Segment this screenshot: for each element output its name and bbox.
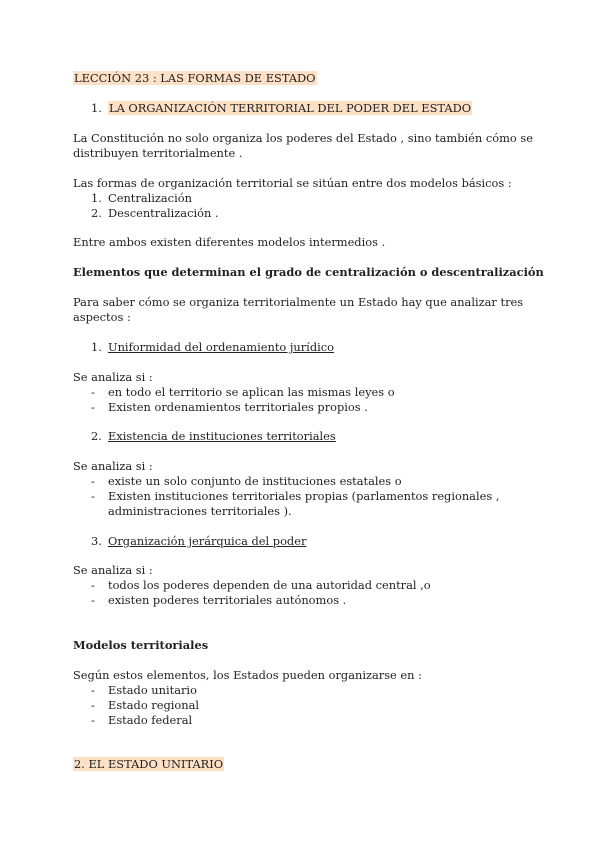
territorial-model-2: Estado regional	[108, 698, 200, 712]
models-intro: Las formas de organización territorial se sitúan entre dos modelos básicos :	[73, 176, 512, 190]
model-2-text: Descentralización .	[108, 206, 219, 220]
bullet-dash: -	[91, 698, 95, 712]
aspect-2-bullet-1: existe un solo conjunto de instituciones estatales o	[108, 474, 402, 488]
model-2-number: 2.	[91, 206, 102, 220]
territorial-model-3: Estado federal	[108, 713, 193, 727]
lesson-heading	[73, 71, 317, 86]
aspect-1-bullet-2: Existen ordenamientos territoriales propios .	[108, 400, 368, 414]
section2-heading	[73, 757, 224, 772]
territorial-heading: Modelos territoriales	[73, 638, 209, 652]
section2-heading-text: 2. EL ESTADO UNITARIO	[74, 757, 224, 771]
bullet-dash: -	[91, 683, 95, 697]
intro-line-1: La Constitución no solo organiza los poderes del Estado , sino también cómo se	[73, 131, 533, 145]
aspect-3-analysis-label: Se analiza si :	[73, 563, 153, 577]
model-1-number: 1.	[91, 191, 102, 205]
elements-intro-line-1: Para saber cómo se organiza territorialmente un Estado hay que analizar tres	[73, 295, 524, 309]
bullet-dash: -	[91, 489, 95, 503]
bullet-dash: -	[91, 474, 95, 488]
aspect-1-bullet-1: en todo el territorio se aplican las mismas leyes o	[108, 385, 395, 399]
territorial-intro: Según estos elementos, los Estados pueden organizarse en :	[73, 668, 422, 682]
elements-heading: Elementos que determinan el grado de centralización o descentralización	[73, 265, 544, 279]
aspect-2-title: Existencia de instituciones territoriales	[108, 429, 336, 443]
bullet-dash: -	[91, 593, 95, 607]
section1-number: 1.	[91, 101, 102, 115]
bullet-dash: -	[91, 385, 95, 399]
aspect-1-analysis-label: Se analiza si :	[73, 370, 153, 384]
aspect-3-number: 3.	[91, 534, 102, 548]
aspect-2-analysis-label: Se analiza si :	[73, 459, 153, 473]
elements-intro-line-2: aspectos :	[73, 310, 131, 324]
bullet-dash: -	[91, 578, 95, 592]
aspect-2-number: 2.	[91, 429, 102, 443]
aspect-3-bullet-2: existen poderes territoriales autónomos .	[108, 593, 347, 607]
section1-title	[108, 101, 472, 116]
aspect-1-title: Uniformidad del ordenamiento jurídico	[108, 340, 334, 354]
aspect-1-number: 1.	[91, 340, 102, 354]
model-1-text: Centralización	[108, 191, 192, 205]
aspect-2-bullet-2-line-1: Existen instituciones territoriales propias (parlamentos regionales ,	[108, 489, 500, 503]
aspect-3-bullet-1: todos los poderes dependen de una autoridad central ,o	[108, 578, 431, 592]
aspect-2-bullet-2-line-2: administraciones territoriales ).	[108, 504, 292, 518]
territorial-model-1: Estado unitario	[108, 683, 197, 697]
intermediate-text: Entre ambos existen diferentes modelos intermedios .	[73, 235, 386, 249]
bullet-dash: -	[91, 400, 95, 414]
lesson-heading-text: LECCIÓN 23 : LAS FORMAS DE ESTADO	[74, 71, 316, 85]
aspect-3-title: Organización jerárquica del poder	[108, 534, 307, 548]
section1-title-text: LA ORGANIZACIÓN TERRITORIAL DEL PODER DEL ESTADO	[109, 101, 472, 115]
intro-line-2: distribuyen territorialmente .	[73, 146, 243, 160]
bullet-dash: -	[91, 713, 95, 727]
